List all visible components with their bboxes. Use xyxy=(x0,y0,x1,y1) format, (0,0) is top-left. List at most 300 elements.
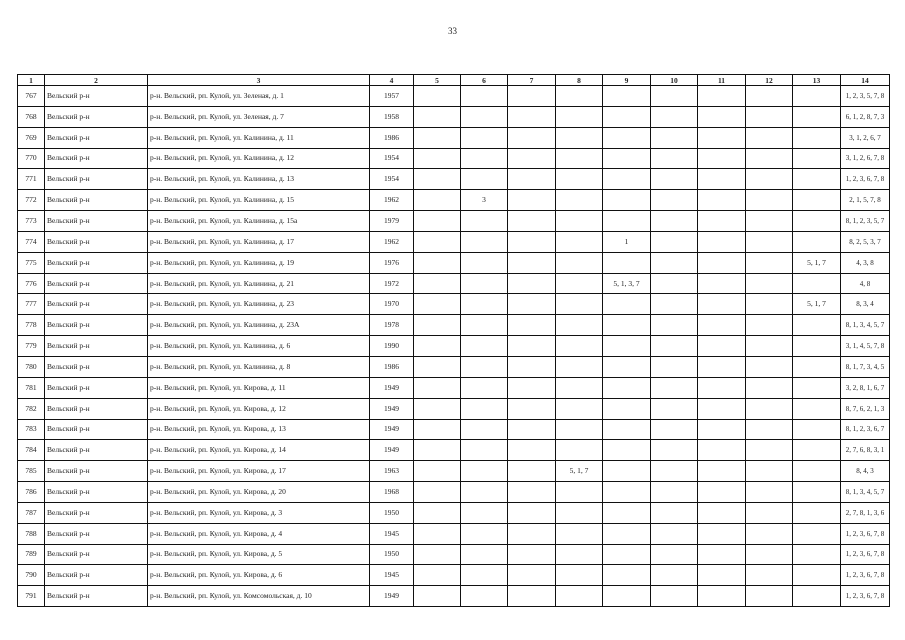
col7-cell xyxy=(508,211,556,232)
col13-cell xyxy=(793,315,841,336)
row-number: 775 xyxy=(18,252,45,273)
col5-cell xyxy=(414,86,461,107)
col11-cell xyxy=(698,190,746,211)
address-cell: р-н. Вельский, рп. Кулой, ул. Калинина, д. 23 xyxy=(148,294,370,315)
col10-cell xyxy=(651,419,698,440)
col8-cell xyxy=(556,482,603,503)
col10-cell xyxy=(651,377,698,398)
col12-cell xyxy=(746,461,793,482)
col10-cell xyxy=(651,231,698,252)
col13-cell xyxy=(793,544,841,565)
table-row xyxy=(18,440,890,461)
col10-cell xyxy=(651,502,698,523)
col10-cell xyxy=(651,398,698,419)
district-cell: Вельский р-н xyxy=(45,544,148,565)
district-cell: Вельский р-н xyxy=(45,315,148,336)
col6-cell xyxy=(461,86,508,107)
year-cell: 1949 xyxy=(370,398,414,419)
col5-cell xyxy=(414,440,461,461)
col5-cell xyxy=(414,169,461,190)
address-cell: р-н. Вельский, рп. Кулой, ул. Комсомольская, д. 10 xyxy=(148,586,370,607)
col8-cell xyxy=(556,523,603,544)
col14-cell: 8, 1, 7, 3, 4, 5 xyxy=(841,356,890,377)
header-row xyxy=(18,75,890,86)
col9-cell xyxy=(603,356,651,377)
address-cell: р-н. Вельский, рп. Кулой, ул. Калинина, д. 11 xyxy=(148,127,370,148)
col6-cell xyxy=(461,377,508,398)
col12-cell xyxy=(746,106,793,127)
col5-cell xyxy=(414,356,461,377)
address-cell: р-н. Вельский, рп. Кулой, ул. Калинина, д. 13 xyxy=(148,169,370,190)
col12-cell xyxy=(746,273,793,294)
col14-cell: 1, 2, 3, 6, 7, 8 xyxy=(841,565,890,586)
address-cell: р-н. Вельский, рп. Кулой, ул. Зеленая, д. 1 xyxy=(148,86,370,107)
address-cell: р-н. Вельский, рп. Кулой, ул. Калинина, д. 15а xyxy=(148,211,370,232)
col14-cell: 6, 1, 2, 8, 7, 3 xyxy=(841,106,890,127)
address-cell: р-н. Вельский, рп. Кулой, ул. Калинина, д. 15 xyxy=(148,190,370,211)
col9-cell xyxy=(603,398,651,419)
col13-cell xyxy=(793,273,841,294)
col11-cell xyxy=(698,586,746,607)
col10-cell xyxy=(651,86,698,107)
col7-cell xyxy=(508,523,556,544)
col10-cell xyxy=(651,252,698,273)
col7-cell xyxy=(508,336,556,357)
col7-cell xyxy=(508,502,556,523)
col5-cell xyxy=(414,106,461,127)
col9-cell xyxy=(603,482,651,503)
col6-cell xyxy=(461,294,508,315)
col11-cell xyxy=(698,294,746,315)
col14-cell: 8, 4, 3 xyxy=(841,461,890,482)
row-number: 773 xyxy=(18,211,45,232)
col11-cell xyxy=(698,127,746,148)
district-cell: Вельский р-н xyxy=(45,377,148,398)
col12-cell xyxy=(746,294,793,315)
address-cell: р-н. Вельский, рп. Кулой, ул. Калинина, д. 19 xyxy=(148,252,370,273)
row-number: 780 xyxy=(18,356,45,377)
col5-cell xyxy=(414,294,461,315)
table-row xyxy=(18,211,890,232)
year-cell: 1978 xyxy=(370,315,414,336)
address-cell: р-н. Вельский, рп. Кулой, ул. Калинина, д. 23А xyxy=(148,315,370,336)
col13-cell xyxy=(793,190,841,211)
col12-cell xyxy=(746,190,793,211)
col8-cell xyxy=(556,419,603,440)
table-row xyxy=(18,106,890,127)
col12-cell xyxy=(746,169,793,190)
col11-cell xyxy=(698,461,746,482)
col12-cell xyxy=(746,86,793,107)
row-number: 772 xyxy=(18,190,45,211)
col7-cell xyxy=(508,127,556,148)
year-cell: 1949 xyxy=(370,377,414,398)
col5-cell xyxy=(414,586,461,607)
col14-cell: 3, 1, 2, 6, 7 xyxy=(841,127,890,148)
col9-cell xyxy=(603,523,651,544)
col8-cell xyxy=(556,106,603,127)
col14-cell: 8, 3, 4 xyxy=(841,294,890,315)
table-row xyxy=(18,86,890,107)
row-number: 771 xyxy=(18,169,45,190)
data-table xyxy=(17,74,890,607)
col9-cell xyxy=(603,502,651,523)
row-number: 783 xyxy=(18,419,45,440)
col6-cell xyxy=(461,273,508,294)
col6-cell xyxy=(461,586,508,607)
column-header-13: 13 xyxy=(793,75,841,86)
year-cell: 1990 xyxy=(370,336,414,357)
col11-cell xyxy=(698,148,746,169)
col14-cell: 8, 1, 3, 4, 5, 7 xyxy=(841,315,890,336)
col12-cell xyxy=(746,440,793,461)
col8-cell xyxy=(556,586,603,607)
col13-cell xyxy=(793,502,841,523)
address-cell: р-н. Вельский, рп. Кулой, ул. Кирова, д. 4 xyxy=(148,523,370,544)
district-cell: Вельский р-н xyxy=(45,565,148,586)
col13-cell xyxy=(793,169,841,190)
column-header-11: 11 xyxy=(698,75,746,86)
col5-cell xyxy=(414,461,461,482)
col8-cell xyxy=(556,356,603,377)
col7-cell xyxy=(508,252,556,273)
col11-cell xyxy=(698,86,746,107)
column-header-9: 9 xyxy=(603,75,651,86)
col11-cell xyxy=(698,315,746,336)
col8-cell xyxy=(556,127,603,148)
col7-cell xyxy=(508,273,556,294)
col12-cell xyxy=(746,148,793,169)
table-row xyxy=(18,315,890,336)
district-cell: Вельский р-н xyxy=(45,419,148,440)
col8-cell xyxy=(556,565,603,586)
row-number: 778 xyxy=(18,315,45,336)
table-row xyxy=(18,398,890,419)
col8-cell xyxy=(556,398,603,419)
col10-cell xyxy=(651,544,698,565)
col5-cell xyxy=(414,502,461,523)
col8-cell xyxy=(556,502,603,523)
col13-cell xyxy=(793,565,841,586)
col6-cell: 3 xyxy=(461,190,508,211)
table-row xyxy=(18,377,890,398)
district-cell: Вельский р-н xyxy=(45,86,148,107)
table-row xyxy=(18,419,890,440)
row-number: 789 xyxy=(18,544,45,565)
year-cell: 1954 xyxy=(370,148,414,169)
column-header-5: 5 xyxy=(414,75,461,86)
row-number: 784 xyxy=(18,440,45,461)
col7-cell xyxy=(508,169,556,190)
col9-cell xyxy=(603,190,651,211)
district-cell: Вельский р-н xyxy=(45,211,148,232)
col7-cell xyxy=(508,586,556,607)
col12-cell xyxy=(746,377,793,398)
col11-cell xyxy=(698,336,746,357)
col6-cell xyxy=(461,419,508,440)
col6-cell xyxy=(461,127,508,148)
col8-cell xyxy=(556,252,603,273)
col10-cell xyxy=(651,461,698,482)
row-number: 774 xyxy=(18,231,45,252)
district-cell: Вельский р-н xyxy=(45,461,148,482)
col9-cell xyxy=(603,336,651,357)
col10-cell xyxy=(651,148,698,169)
year-cell: 1970 xyxy=(370,294,414,315)
col13-cell xyxy=(793,398,841,419)
col10-cell xyxy=(651,482,698,503)
col7-cell xyxy=(508,461,556,482)
row-number: 785 xyxy=(18,461,45,482)
table-row xyxy=(18,544,890,565)
address-cell: р-н. Вельский, рп. Кулой, ул. Кирова, д. 3 xyxy=(148,502,370,523)
col10-cell xyxy=(651,273,698,294)
col11-cell xyxy=(698,169,746,190)
col14-cell: 1, 2, 3, 6, 7, 8 xyxy=(841,586,890,607)
col12-cell xyxy=(746,336,793,357)
year-cell: 1963 xyxy=(370,461,414,482)
col10-cell xyxy=(651,523,698,544)
col10-cell xyxy=(651,356,698,377)
column-header-4: 4 xyxy=(370,75,414,86)
column-header-1: 1 xyxy=(18,75,45,86)
address-cell: р-н. Вельский, рп. Кулой, ул. Калинина, д. 8 xyxy=(148,356,370,377)
col10-cell xyxy=(651,315,698,336)
col13-cell xyxy=(793,377,841,398)
col14-cell: 8, 1, 2, 3, 5, 7 xyxy=(841,211,890,232)
col12-cell xyxy=(746,252,793,273)
row-number: 786 xyxy=(18,482,45,503)
address-cell: р-н. Вельский, рп. Кулой, ул. Калинина, д. 21 xyxy=(148,273,370,294)
col13-cell xyxy=(793,523,841,544)
table-row xyxy=(18,565,890,586)
col9-cell xyxy=(603,127,651,148)
col6-cell xyxy=(461,356,508,377)
row-number: 767 xyxy=(18,86,45,107)
col7-cell xyxy=(508,190,556,211)
col9-cell xyxy=(603,86,651,107)
col14-cell: 8, 1, 2, 3, 6, 7 xyxy=(841,419,890,440)
col8-cell xyxy=(556,190,603,211)
page-number: 33 xyxy=(448,26,457,36)
table-row xyxy=(18,461,890,482)
district-cell: Вельский р-н xyxy=(45,586,148,607)
district-cell: Вельский р-н xyxy=(45,440,148,461)
col12-cell xyxy=(746,419,793,440)
row-number: 770 xyxy=(18,148,45,169)
col13-cell: 5, 1, 7 xyxy=(793,252,841,273)
col11-cell xyxy=(698,440,746,461)
column-header-12: 12 xyxy=(746,75,793,86)
col13-cell xyxy=(793,586,841,607)
district-cell: Вельский р-н xyxy=(45,356,148,377)
col12-cell xyxy=(746,502,793,523)
col11-cell xyxy=(698,482,746,503)
col6-cell xyxy=(461,211,508,232)
col6-cell xyxy=(461,398,508,419)
table-row xyxy=(18,586,890,607)
col9-cell xyxy=(603,440,651,461)
col7-cell xyxy=(508,356,556,377)
district-cell: Вельский р-н xyxy=(45,336,148,357)
column-header-10: 10 xyxy=(651,75,698,86)
col5-cell xyxy=(414,231,461,252)
district-cell: Вельский р-н xyxy=(45,523,148,544)
year-cell: 1979 xyxy=(370,211,414,232)
column-header-7: 7 xyxy=(508,75,556,86)
col9-cell xyxy=(603,377,651,398)
col9-cell xyxy=(603,586,651,607)
column-header-14: 14 xyxy=(841,75,890,86)
table-row xyxy=(18,523,890,544)
district-cell: Вельский р-н xyxy=(45,482,148,503)
col11-cell xyxy=(698,398,746,419)
col7-cell xyxy=(508,294,556,315)
col12-cell xyxy=(746,565,793,586)
year-cell: 1962 xyxy=(370,190,414,211)
col10-cell xyxy=(651,106,698,127)
table-row xyxy=(18,482,890,503)
col11-cell xyxy=(698,211,746,232)
col14-cell: 3, 2, 8, 1, 6, 7 xyxy=(841,377,890,398)
col5-cell xyxy=(414,336,461,357)
col11-cell xyxy=(698,523,746,544)
column-header-2: 2 xyxy=(45,75,148,86)
col14-cell: 8, 7, 6, 2, 1, 3 xyxy=(841,398,890,419)
year-cell: 1954 xyxy=(370,169,414,190)
col13-cell xyxy=(793,106,841,127)
row-number: 768 xyxy=(18,106,45,127)
table-row xyxy=(18,336,890,357)
col6-cell xyxy=(461,523,508,544)
col8-cell: 5, 1, 7 xyxy=(556,461,603,482)
col9-cell xyxy=(603,211,651,232)
row-number: 777 xyxy=(18,294,45,315)
row-number: 788 xyxy=(18,523,45,544)
col10-cell xyxy=(651,565,698,586)
col10-cell xyxy=(651,586,698,607)
col14-cell: 2, 7, 8, 1, 3, 6 xyxy=(841,502,890,523)
col5-cell xyxy=(414,148,461,169)
district-cell: Вельский р-н xyxy=(45,106,148,127)
col6-cell xyxy=(461,482,508,503)
col7-cell xyxy=(508,398,556,419)
col11-cell xyxy=(698,544,746,565)
col6-cell xyxy=(461,106,508,127)
col14-cell: 8, 2, 5, 3, 7 xyxy=(841,231,890,252)
col14-cell: 4, 8 xyxy=(841,273,890,294)
col12-cell xyxy=(746,315,793,336)
col8-cell xyxy=(556,231,603,252)
col5-cell xyxy=(414,127,461,148)
col5-cell xyxy=(414,419,461,440)
table-row xyxy=(18,148,890,169)
col10-cell xyxy=(651,169,698,190)
col6-cell xyxy=(461,315,508,336)
col6-cell xyxy=(461,461,508,482)
col7-cell xyxy=(508,377,556,398)
col7-cell xyxy=(508,106,556,127)
col13-cell xyxy=(793,461,841,482)
col8-cell xyxy=(556,148,603,169)
year-cell: 1986 xyxy=(370,356,414,377)
col7-cell xyxy=(508,86,556,107)
col9-cell xyxy=(603,169,651,190)
col8-cell xyxy=(556,86,603,107)
year-cell: 1958 xyxy=(370,106,414,127)
col9-cell xyxy=(603,461,651,482)
col14-cell: 3, 1, 4, 5, 7, 8 xyxy=(841,336,890,357)
col13-cell xyxy=(793,356,841,377)
address-cell: р-н. Вельский, рп. Кулой, ул. Калинина, д. 12 xyxy=(148,148,370,169)
col13-cell xyxy=(793,419,841,440)
col12-cell xyxy=(746,586,793,607)
col5-cell xyxy=(414,190,461,211)
col8-cell xyxy=(556,440,603,461)
table-row xyxy=(18,169,890,190)
table-body xyxy=(18,86,890,607)
col12-cell xyxy=(746,356,793,377)
table-row xyxy=(18,502,890,523)
col5-cell xyxy=(414,211,461,232)
col14-cell: 3, 1, 2, 6, 7, 8 xyxy=(841,148,890,169)
year-cell: 1968 xyxy=(370,482,414,503)
col14-cell: 4, 3, 8 xyxy=(841,252,890,273)
col6-cell xyxy=(461,169,508,190)
col10-cell xyxy=(651,190,698,211)
col11-cell xyxy=(698,231,746,252)
col11-cell xyxy=(698,565,746,586)
col12-cell xyxy=(746,127,793,148)
col14-cell: 1, 2, 3, 6, 7, 8 xyxy=(841,169,890,190)
col8-cell xyxy=(556,211,603,232)
col11-cell xyxy=(698,273,746,294)
col6-cell xyxy=(461,231,508,252)
col8-cell xyxy=(556,315,603,336)
col11-cell xyxy=(698,356,746,377)
col5-cell xyxy=(414,523,461,544)
col6-cell xyxy=(461,544,508,565)
col9-cell xyxy=(603,252,651,273)
col5-cell xyxy=(414,565,461,586)
col7-cell xyxy=(508,315,556,336)
col13-cell xyxy=(793,336,841,357)
district-cell: Вельский р-н xyxy=(45,169,148,190)
col9-cell xyxy=(603,419,651,440)
year-cell: 1949 xyxy=(370,586,414,607)
address-cell: р-н. Вельский, рп. Кулой, ул. Кирова, д. 5 xyxy=(148,544,370,565)
col7-cell xyxy=(508,565,556,586)
col6-cell xyxy=(461,252,508,273)
col6-cell xyxy=(461,440,508,461)
column-header-3: 3 xyxy=(148,75,370,86)
col13-cell xyxy=(793,148,841,169)
col10-cell xyxy=(651,127,698,148)
district-cell: Вельский р-н xyxy=(45,127,148,148)
col11-cell xyxy=(698,252,746,273)
col7-cell xyxy=(508,419,556,440)
col7-cell xyxy=(508,440,556,461)
table-row xyxy=(18,190,890,211)
col5-cell xyxy=(414,252,461,273)
col11-cell xyxy=(698,502,746,523)
col14-cell: 2, 7, 6, 8, 3, 1 xyxy=(841,440,890,461)
col9-cell xyxy=(603,294,651,315)
year-cell: 1986 xyxy=(370,127,414,148)
address-cell: р-н. Вельский, рп. Кулой, ул. Кирова, д. 20 xyxy=(148,482,370,503)
address-cell: р-н. Вельский, рп. Кулой, ул. Кирова, д. 12 xyxy=(148,398,370,419)
col5-cell xyxy=(414,377,461,398)
